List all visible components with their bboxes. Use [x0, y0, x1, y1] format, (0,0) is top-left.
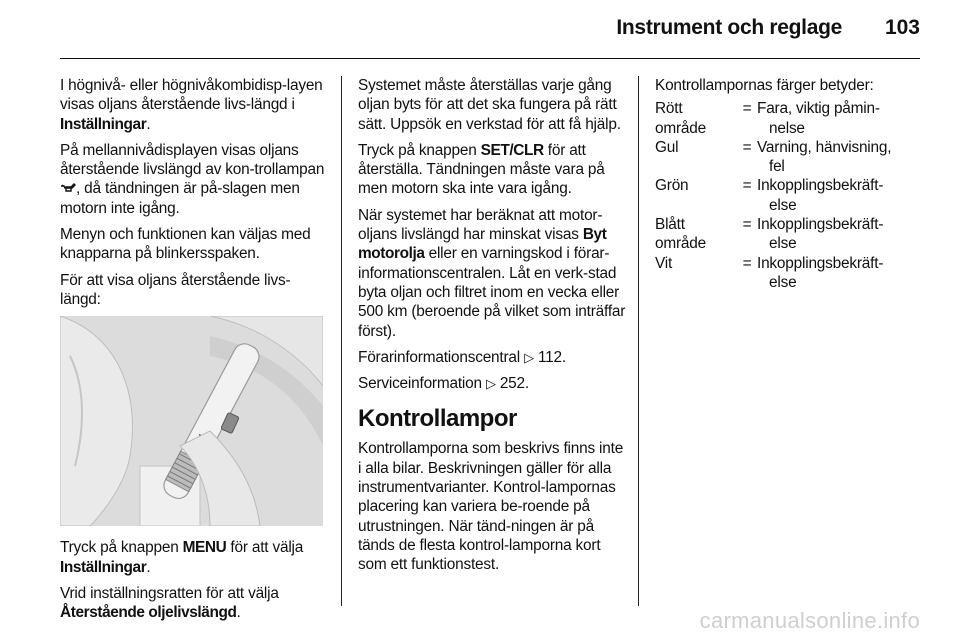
color-name: Vit	[655, 254, 673, 272]
paragraph: Systemet måste återställas varje gång oljan byts för att det ska fungera på rätt sätt. Uppsök en verkstad för att få hjälp.	[358, 77, 621, 133]
table-row: Grön = Inkopplingsbekräft- else	[655, 177, 884, 214]
paragraph: På mellannivådisplayen visas oljans återstående livslängd av kon-trollampan , då tändningen är på-slagen men motorn inte igång.	[60, 141, 325, 217]
menu-term: Inställningar	[60, 558, 147, 576]
column-1	[60, 76, 326, 629]
table-row: Blått område = Inkopplingsbekräft- else	[655, 216, 884, 253]
page-ref-arrow-icon: ▷	[485, 376, 496, 392]
color-name: Rött område	[655, 100, 706, 137]
paragraph: Kontrollampornas färger betyder:	[655, 77, 874, 94]
table-row: Gul = Varning, hänvisning, fel	[655, 138, 892, 176]
paragraph: I högnivå- eller högnivåkombidisp-layen visas oljans återstående livs-längd i Inställningar.	[60, 77, 323, 133]
watermark: carmanualsonline.info	[699, 608, 920, 633]
paragraph: För att visa oljans återstående livs-längd:	[60, 271, 291, 308]
color-name: Blått område	[655, 216, 706, 253]
paragraph: Vrid inställningsratten för att välja Återstående oljelivslängd.	[60, 584, 279, 622]
color-meaning-table	[655, 99, 917, 292]
paragraph: När systemet har beräknat att motor-oljans livslängd har minskat visas Byt motorolja eller en varningskod i förar-informationscentralen. Låt en verk-stad byta oljan och filtret inom en vecka eller 500 km (beroende på vilket som inträffar först).	[358, 206, 626, 340]
column-3	[655, 76, 917, 292]
turn-signal-lever-illustration	[60, 316, 323, 526]
color-name: Gul	[655, 138, 679, 156]
paragraph: Menyn och funktionen kan väljas med knapparna på blinkersspaken.	[60, 226, 311, 263]
table-row: Vit = Inkopplingsbekräft- else	[655, 254, 884, 291]
display-message: Byt motorolja	[358, 226, 607, 263]
header-rule	[60, 58, 920, 59]
paragraph: Tryck på knappen MENU för att välja Inställningar.	[60, 539, 304, 576]
section-heading: Kontrollampor	[358, 405, 517, 433]
cross-reference: Förarinformationscentral ▷ 112.	[358, 348, 566, 366]
column-2	[358, 76, 628, 582]
paragraph: Tryck på knappen SET/CLR för att återställa. Tändningen måste vara på men motorn ska inte vara igång.	[358, 141, 605, 198]
page-ref-arrow-icon: ▷	[524, 349, 534, 365]
cross-reference: Serviceinformation ▷ 252.	[358, 375, 529, 393]
table-row: Rött område = Fara, viktig påmin- nelse	[655, 100, 880, 137]
menu-term: Återstående oljelivslängd	[60, 604, 237, 622]
paragraph: Kontrollamporna som beskrivs finns inte i alla bilar. Beskrivningen gäller för alla instrumentvarianter. Kontrol-lampornas placering kan variera be-roende på utrustningen. När tänd-ningen är på tänds de flesta kontrol-lamporna kort som ett funktionstest.	[358, 440, 624, 574]
oil-can-icon	[60, 179, 76, 189]
column-divider	[341, 76, 342, 606]
page-number: 103	[884, 16, 920, 39]
set-clr-button-label: SET/CLR	[480, 141, 544, 159]
column-divider	[638, 76, 639, 606]
chapter-title: Instrument och reglage	[616, 16, 842, 39]
menu-term: Inställningar	[60, 115, 147, 133]
page-header	[0, 0, 960, 62]
color-name: Grön	[655, 177, 689, 195]
menu-button-label: MENU	[182, 539, 227, 557]
